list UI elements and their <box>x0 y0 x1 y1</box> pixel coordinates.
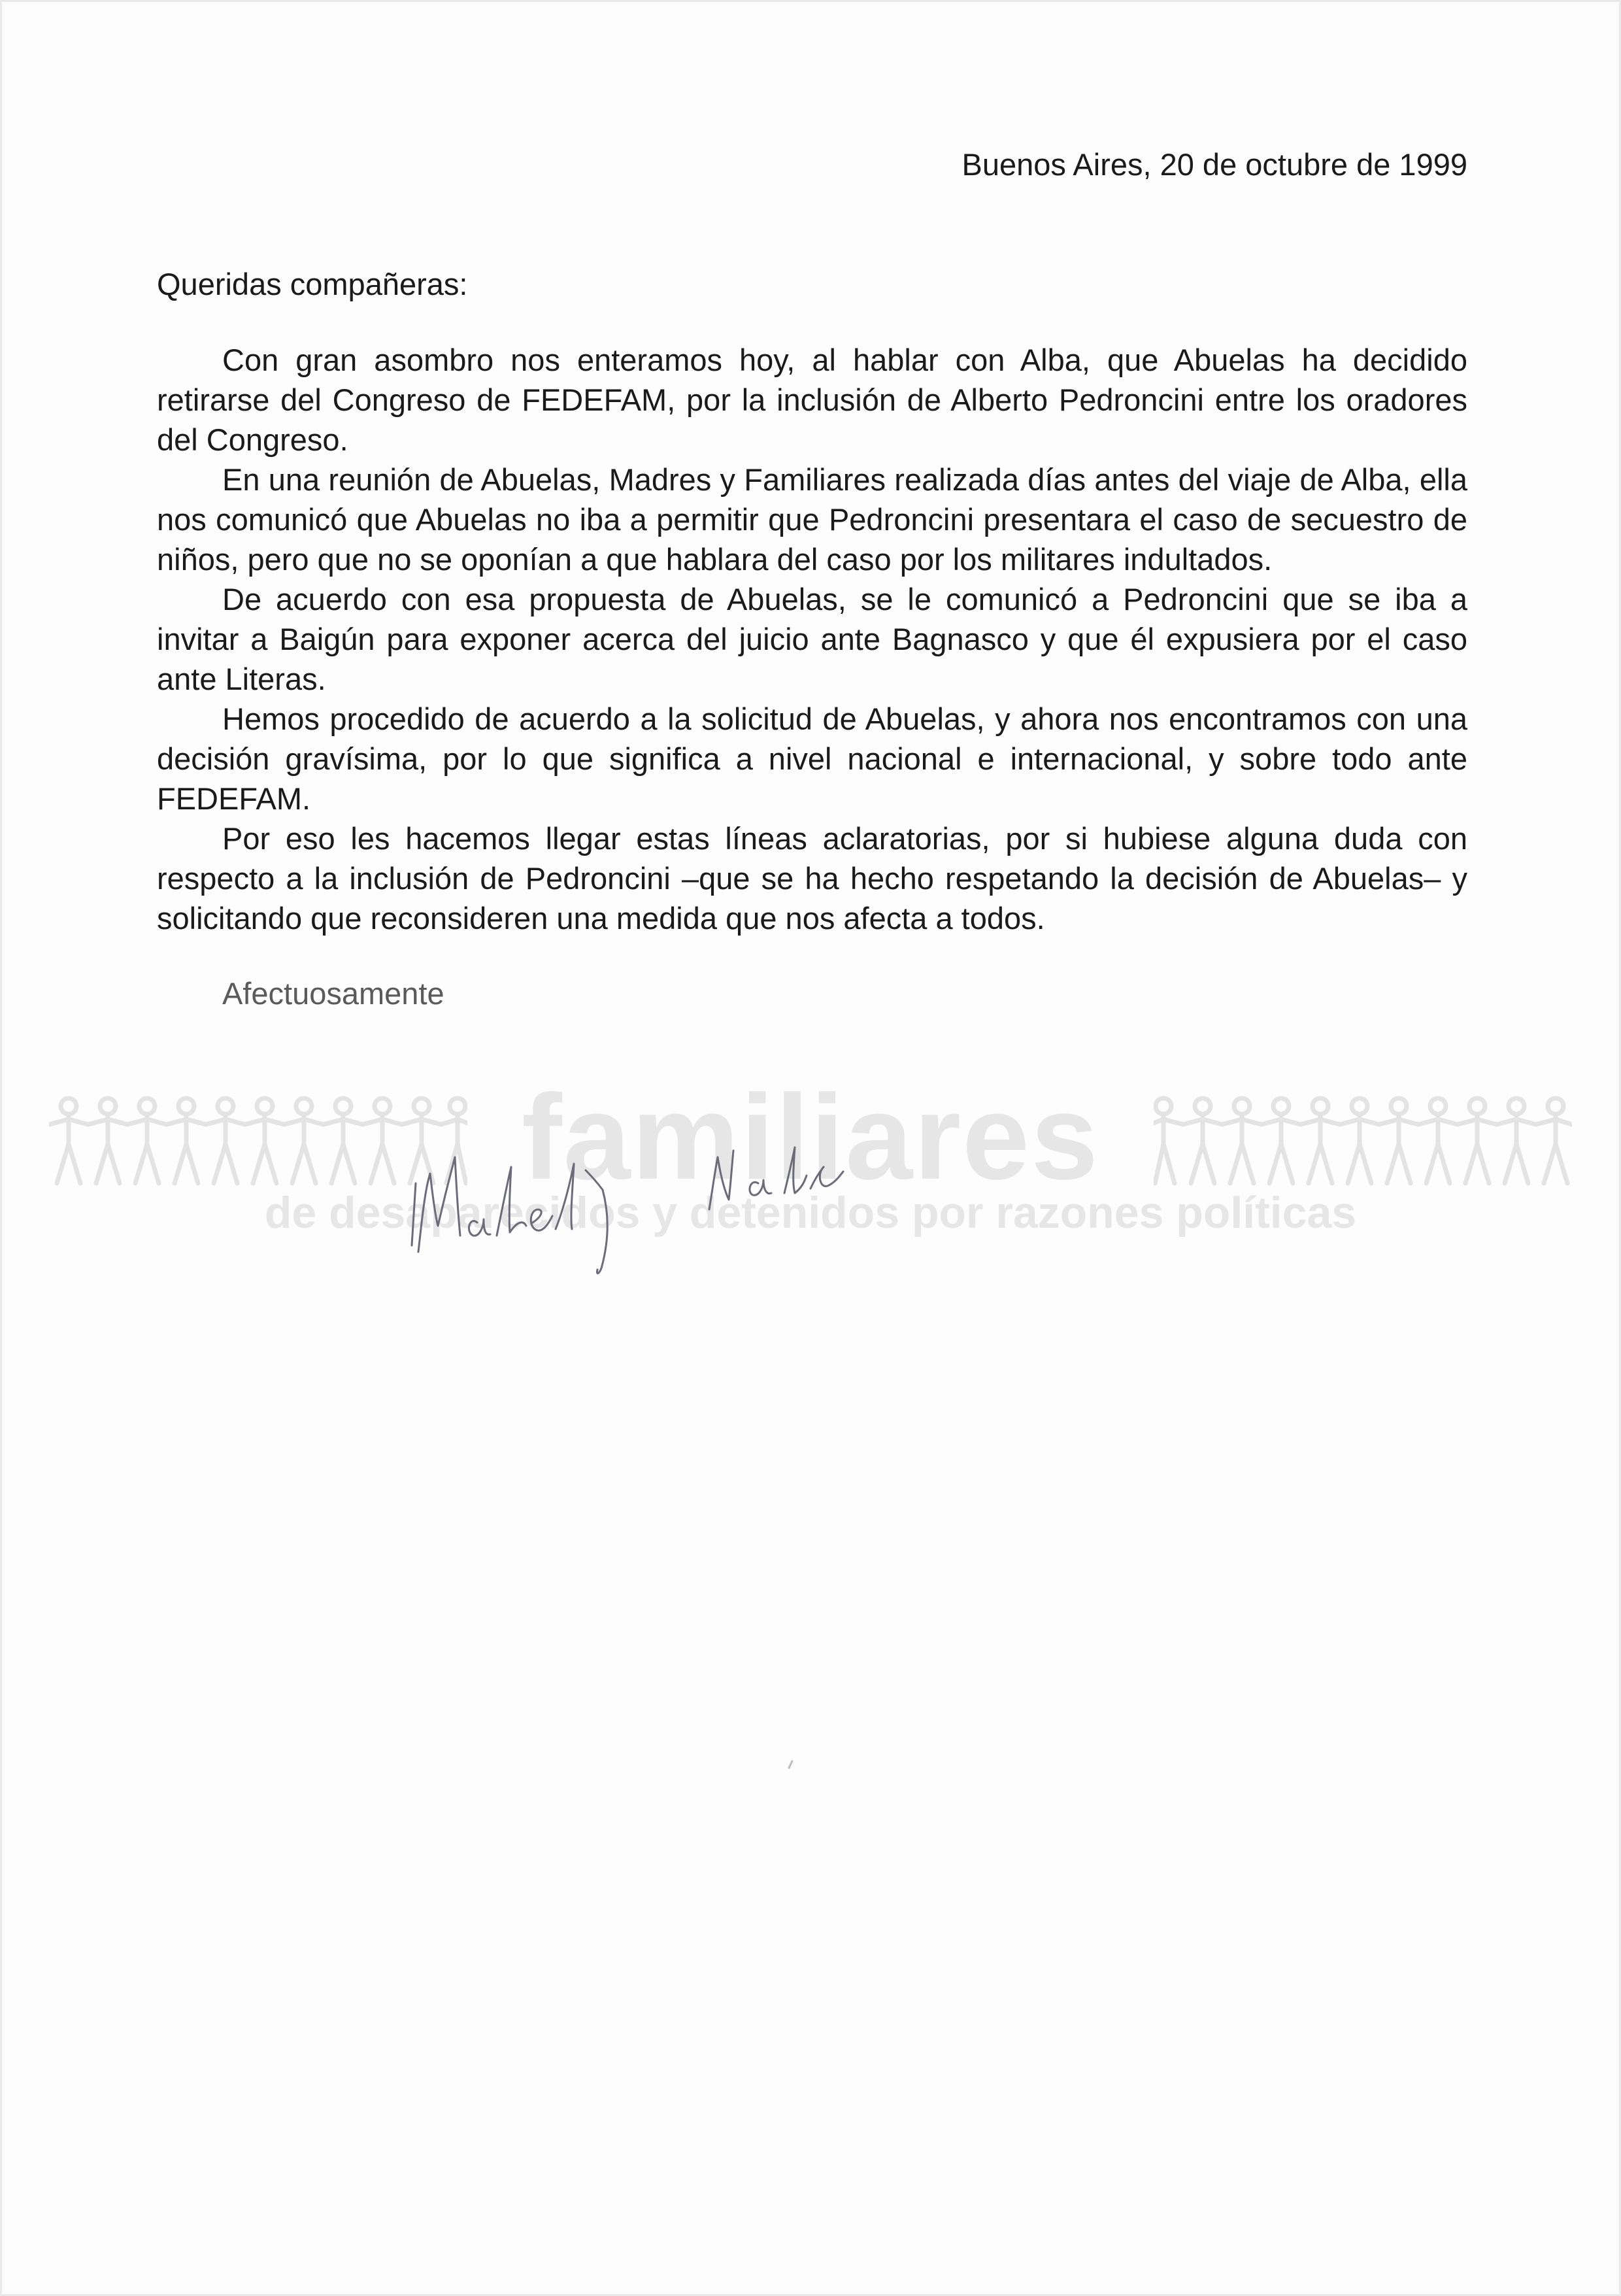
people-chain-icon <box>1154 1092 1572 1190</box>
paragraph: Hemos procedido de acuerdo a la solicitud de Abuelas, y ahora nos encontramos con una decisión gravísima, por lo que significa a nivel nacional e internacional, y sobre todo ante FEDEFAM. <box>157 701 1467 816</box>
date-line: Buenos Aires, 20 de octubre de 1999 <box>961 147 1467 182</box>
paragraph: Por eso les hacemos llegar estas líneas aclaratorias, por si hubiese alguna duda con respecto a la inclusión de Pedroncini –que se ha hecho respetando la decisión de Abuelas– y solicitando que reconsideren una medida que nos afecta a todos. <box>157 821 1467 936</box>
closing: Afectuosamente <box>222 976 444 1011</box>
paragraph: Con gran asombro nos enteramos hoy, al hablar con Alba, que Abuelas ha decidido retirarse del Congreso de FEDEFAM, por la inclusión de Alberto Pedroncini entre los oradores del Congreso. <box>157 343 1467 457</box>
paper-speck <box>788 1760 794 1769</box>
handwritten-signature <box>392 1111 915 1281</box>
salutation: Queridas compañeras: <box>157 267 468 301</box>
paragraph: En una reunión de Abuelas, Madres y Familiares realizada días antes del viaje de Alba, ella nos comunicó que Abuelas no iba a permitir que Pedroncini presentara el caso de secuestro de niños, pero que no se oponían a que hablara del caso por los militares indultados. <box>157 462 1467 577</box>
letterhead-subtitle: de desaparecidos y detenidos por razones políticas <box>264 1188 1357 1238</box>
letter-body <box>157 340 1467 938</box>
paragraph: De acuerdo con esa propuesta de Abuelas, se le comunicó a Pedroncini que se iba a invitar a Baigún para exponer acerca del juicio ante Bagnasco y que él expusiera por el caso ante Literas. <box>157 582 1467 696</box>
letterhead-word: familiares <box>522 1070 1099 1205</box>
